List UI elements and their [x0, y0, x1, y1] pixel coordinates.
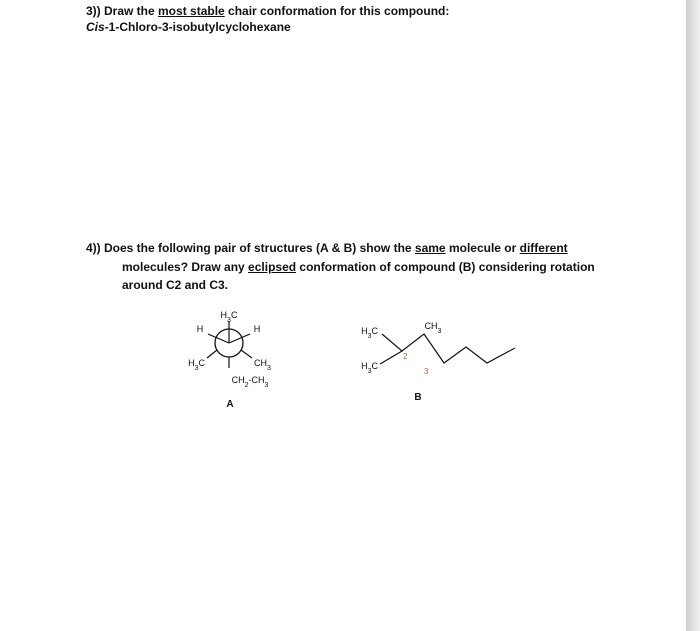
a-top-group: $H_3C$: [220, 310, 238, 324]
bond-back-right: [241, 350, 252, 358]
question-4-prompt-line-3: around C2 and C3.: [122, 278, 229, 292]
a-front-left-h: H: [196, 324, 204, 334]
b-upper-left-group: $H_3C$: [361, 326, 378, 340]
question-3-prompt: 3)) Draw the most stable chair conformation for this compound:: [86, 4, 450, 18]
question-4-prompt-line-1: 4)) Does the following pair of structures (A & B) show the same molecule or different: [86, 241, 568, 255]
b-top-right-group: $CH_3$: [424, 321, 442, 335]
question-4-prompt-line-2: molecules? Draw any eclipsed conformation of compound (B) considering rotation: [122, 260, 595, 274]
b-main-chain: [402, 334, 515, 363]
a-back-left-group: $H_3C$: [188, 358, 205, 372]
b-left-branches: [380, 334, 402, 364]
bond-front-right: [229, 334, 250, 343]
structure-a-label: A: [226, 399, 234, 410]
page-edge-shadow: [686, 0, 700, 631]
bond-back-left: [207, 350, 217, 358]
b-carbon-3-number: 3: [424, 367, 429, 376]
structure-b-label: B: [414, 392, 422, 403]
a-front-right-h: H: [253, 324, 261, 334]
bond-front-left: [208, 334, 229, 343]
most-stable-emphasis: most stable: [158, 4, 225, 18]
b-carbon-2-number: 2: [403, 352, 408, 361]
b-lower-left-group: $H_3C$: [361, 361, 378, 375]
a-back-right-group: $CH_3$: [254, 358, 271, 372]
newman-projection-a: [188, 310, 271, 410]
question-3-compound: Cis-1-Chloro-3-isobutylcyclohexane: [86, 20, 291, 34]
skeletal-structure-b: [361, 321, 515, 403]
a-bottom-group: $CH_2-CH_3$: [231, 375, 269, 389]
